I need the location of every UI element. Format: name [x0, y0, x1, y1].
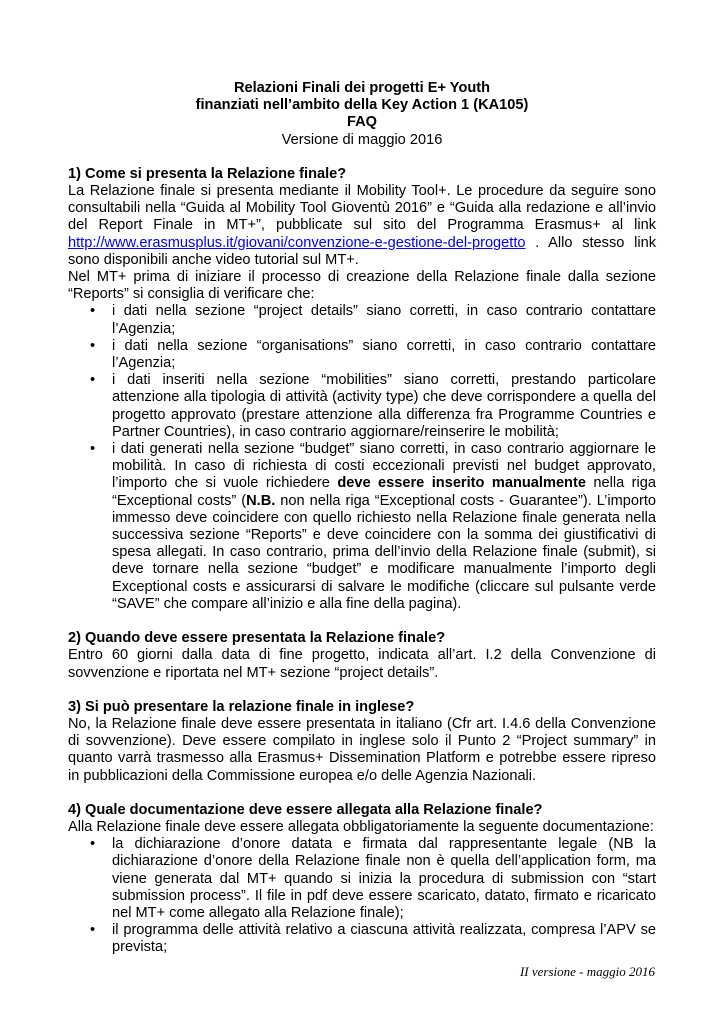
erasmus-link[interactable]: http://www.erasmusplus.it/giovani/convenzione-e-gestione-del-progetto [68, 234, 526, 251]
document-title-line1: Relazioni Finali dei progetti E+ Youth [233, 80, 491, 96]
page-footer: II versione - maggio 2016 [519, 964, 655, 979]
list-item: • i dati nella sezione “organisations” siano corretti, in caso contrario contattare l’Agenzia; [90, 337, 656, 372]
documentation-list [68, 836, 656, 956]
list-item: • la dichiarazione d’onore datata e firmata dal rappresentante legale (NB la dichiarazione d’onore della Relazione finale non è quella dell’application form, ma viene generata dal MT+ quando si inizia la procedura di submission con “start submission process”. Il file in pdf deve essere scaricato, datato, firmato e ricaricato nel MT+ come allegato alla Relazione finale); [90, 836, 656, 921]
bullet-icon: • [90, 836, 96, 853]
list-item: • i dati nella sezione “project details” siano corretti, in caso contrario contattare l’Agenzia; [90, 303, 656, 337]
document-version: Versione di maggio 2016 [281, 131, 443, 148]
question-1-heading: 1) Come si presenta la Relazione finale? [68, 165, 347, 182]
list-item: • i dati inseriti nella sezione “mobilities” siano corretti, prestando particolare attenzione alla tipologia di attività (activity type) che deve corrispondere a quella del progetto approvato (prestare attenzione alla differenza fra Programme Countries e Partner Countries), in caso contrario aggiornare/reinserire le mobilità; [90, 372, 656, 440]
checklist [68, 303, 656, 613]
answer-1-paragraph-2: Nel MT+ prima di iniziare il processo di creazione della Relazione finale dalla sezione “Reports” si consiglia di verificare che: [68, 269, 656, 303]
question-2-heading: 2) Quando deve essere presentata la Relazione finale? [68, 630, 446, 647]
bullet-icon: • [90, 441, 96, 458]
document-title-faq: FAQ [347, 114, 377, 131]
list-item: • i dati generati nella sezione “budget” siano corretti, in caso contrario aggiornare le mobilità. In caso di richiesta di costi eccezionali previsti nel budget approvato, l’importo che si vuole richiedere deve essere inserito manualmente nella riga “Exceptional costs” (N.B. non nella riga “Exceptional costs - Guarantee”). L’importo immesso deve coincidere con quello richiesto nella Relazione finale generata nella successiva sezione “Reports” e deve coincidere con la somma dei giustificativi di spesa allegati. In caso contrario, prima dell’invio della Relazione finale (submit), si deve tornare nella sezione “budget” e modificare manualmente l’importo degli Exceptional costs e assicurarsi di salvare le modifiche (cliccare sul pulsante verde “SAVE” che compare all’inizio e alla fine della pagina). [90, 441, 656, 612]
bullet-icon: • [90, 922, 96, 939]
document-page [68, 80, 656, 957]
answer-3-paragraph: No, la Relazione finale deve essere presentata in italiano (Cfr art. I.4.6 della Convenzione di sovvenzione). Deve essere compilato in inglese solo il Punto 2 “Project summary” in quanto varrà trasmesso alla Erasmus+ Dissemination Platform e potrebbe essere ripreso in pubblicazioni della Commissione europea e/o delle Agenzia Nazionali. [68, 715, 656, 784]
answer-2-paragraph: Entro 60 giorni dalla data di fine progetto, indicata all’art. I.2 della Convenzione di sovvenzione e riportata nel MT+ sezione “project details”. [68, 647, 656, 681]
answer-4-paragraph: Alla Relazione finale deve essere allegata obbligatoriamente la seguente documentazione: [68, 818, 654, 835]
bullet-icon: • [90, 303, 96, 320]
document-title-line2: finanziati nell’ambito della Key Action 1 (KA105) [195, 97, 529, 114]
list-item: • il programma delle attività relativo a ciascuna attività realizzata, compresa l’APV se prevista; [90, 922, 656, 956]
question-4-heading: 4) Quale documentazione deve essere allegata alla Relazione finale? [68, 801, 543, 818]
bullet-icon: • [90, 372, 96, 389]
answer-1-paragraph: La Relazione finale si presenta mediante il Mobility Tool+. Le procedure da seguire sono consultabili nella “Guida al Mobility Tool Gioventù 2016” e “Guida alla redazione e all’invio del Report Finale in MT+”, pubblicate sul sito del Programma Erasmus+ al link http://www.erasmusplus.it/giovani/convenzione-e-gestione-del-progetto . Allo stesso link sono disponibili anche video tutorial sul MT+. [68, 183, 656, 268]
bullet-icon: • [90, 337, 96, 354]
question-3-heading: 3) Si può presentare la relazione finale in inglese? [68, 698, 415, 715]
